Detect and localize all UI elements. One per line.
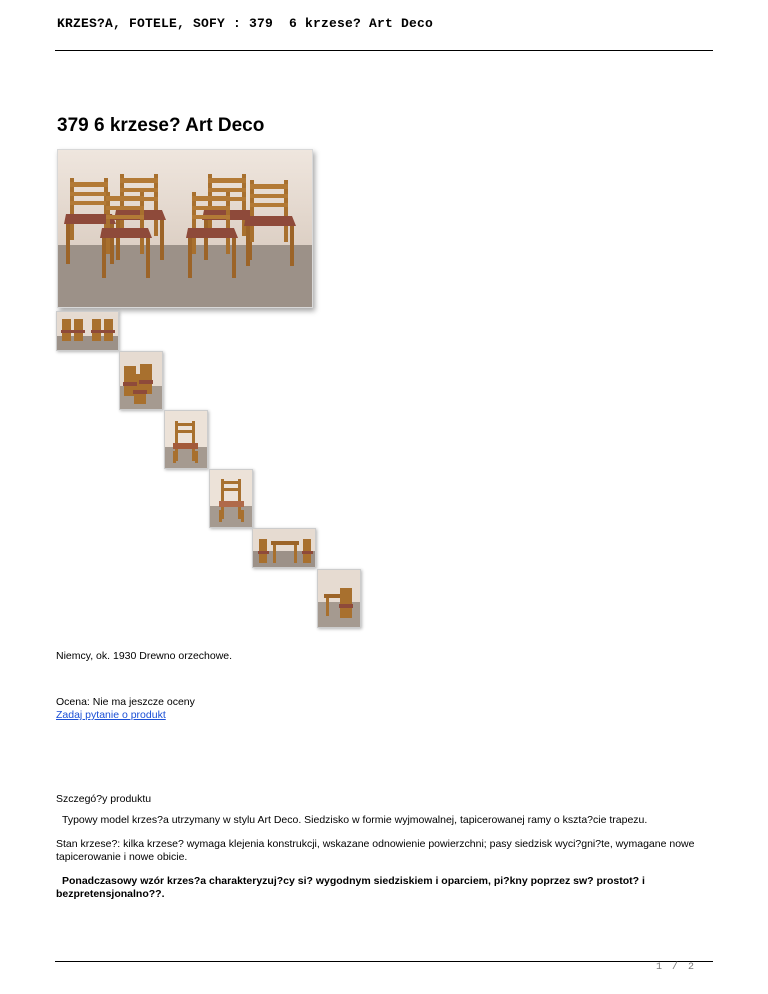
main-product-photo[interactable] (57, 149, 313, 308)
details-paragraph-summary: Ponadczasowy wzór krzes?a charakteryzuj?cy si? wygodnym siedziskiem i oparciem, pi?kny poprzez sw? prostot? i bezpretensjonalno??. (56, 875, 645, 900)
details-paragraph-style: Typowy model krzes?a utrzymany w stylu Art Deco. Siedzisko w formie wyjmowalnej, tapicerowanej ramy o kszta?cie trapezu. (62, 814, 648, 826)
page-title: 379 6 krzese? Art Deco (57, 115, 265, 136)
thumbnail-photo-1[interactable] (56, 311, 119, 351)
ask-question-link[interactable]: Zadaj pytanie o produkt (56, 709, 166, 721)
document-header: KRZES?A, FOTELE, SOFY : 379 6 krzese? Art Deco (57, 16, 434, 31)
details-paragraph-condition: Stan krzese?: kilka krzese? wymaga klejenia konstrukcji, wskazane odnowienie powierzchni; pasy siedzisk wyci?gni?te, wymagane nowe tapicerowanie i nowe obicie. (56, 838, 695, 863)
footer-divider (55, 961, 713, 962)
thumbnail-photo-6[interactable] (317, 569, 361, 628)
header-divider (55, 50, 713, 51)
thumbnail-photo-3[interactable] (164, 410, 208, 469)
page-number: 1 / 2 (655, 962, 696, 973)
thumbnail-photo-4[interactable] (209, 469, 253, 528)
product-short-description: Niemcy, ok. 1930 Drewno orzechowe. (56, 650, 233, 662)
thumbnail-photo-2[interactable] (119, 351, 163, 410)
thumbnail-photo-5[interactable] (252, 528, 316, 568)
rating-text: Ocena: Nie ma jeszcze oceny (56, 696, 195, 708)
details-heading: Szczegó?y produktu (56, 793, 152, 805)
